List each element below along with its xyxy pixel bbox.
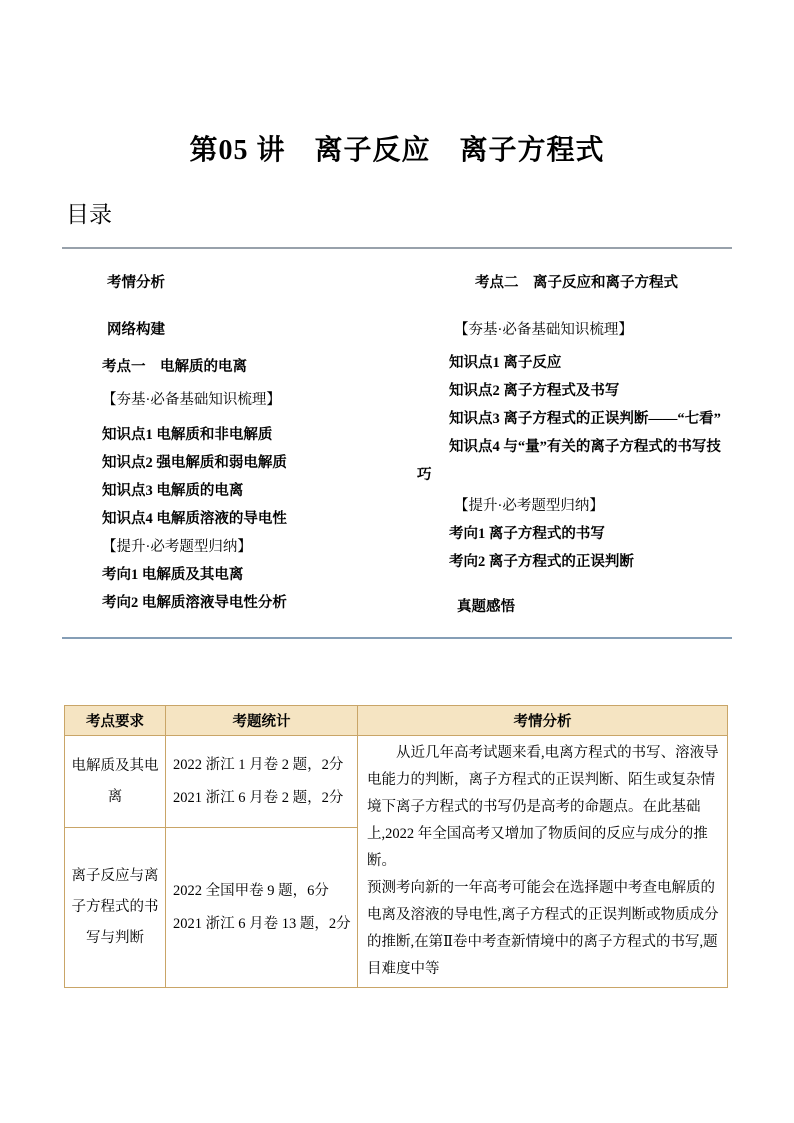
toc-item: 考向2 离子方程式的正误判断: [449, 554, 634, 570]
toc-item: 知识点3 离子方程式的正误判断——“七看”: [449, 411, 721, 427]
header-topic: 考点要求: [65, 706, 166, 736]
toc-item: 知识点1 电解质和非电解质: [102, 427, 273, 443]
toc-item: 知识点4 电解质溶液的导电性: [102, 511, 287, 527]
toc-item: 【提升·必考题型归纳】: [454, 498, 604, 514]
stat-line: 2022 全国甲卷 9 题，6分: [173, 882, 329, 899]
table-header-row: [65, 706, 728, 736]
stat-line: 2021 浙江 6 月卷 2 题，2分: [173, 789, 344, 806]
toc-heading: 目录: [66, 202, 112, 227]
toc-box: [62, 247, 732, 639]
toc-column-left: [62, 269, 417, 621]
topic-cell: 电解质及其电离: [65, 736, 166, 828]
topic-cell: 离子反应与离子方程式的书写与判断: [65, 828, 166, 988]
toc-item: 考向2 电解质溶液导电性分析: [102, 595, 287, 611]
toc-item-continuation: 巧: [417, 467, 432, 483]
analysis-paragraph-2: 预测考向新的一年高考可能会在选择题中考查电解质的电离及溶液的导电性,离子方程式的正误判断或物质成分的推断,在第Ⅱ卷中考查新情境中的离子方程式的书写,题目难度中等: [367, 880, 719, 977]
analysis-cell: [358, 736, 728, 988]
exam-analysis-table: [64, 705, 728, 988]
toc-column-right: [417, 269, 732, 621]
toc-item: 知识点1 离子反应: [449, 355, 562, 371]
analysis-paragraph-1: 从近几年高考试题来看,电离方程式的书写、溶液导电能力的判断，离子方程式的正误判断、陌生或复杂情境下离子方程式的书写仍是高考的命题点。在此基础上,2022 年全国高考又增加了物质间的反应与成分的推断。: [367, 745, 719, 869]
toc-item: 考向1 离子方程式的书写: [449, 526, 605, 542]
stat-line: 2022 浙江 1 月卷 2 题，2分: [173, 756, 344, 773]
toc-item: 【提升·必考题型归纳】: [102, 539, 252, 555]
toc-item: 【夯基·必备基础知识梳理】: [102, 392, 281, 408]
toc-item: 考情分析: [107, 275, 165, 291]
doc-title: 第05 讲 离子反应 离子方程式: [189, 135, 605, 166]
header-analysis: 考情分析: [358, 706, 728, 736]
toc-item: 【夯基·必备基础知识梳理】: [454, 322, 633, 338]
stat-line: 2021 浙江 6 月卷 13 题，2分: [173, 915, 351, 932]
stats-cell: [166, 828, 358, 988]
toc-item: 知识点4 与“量”有关的离子方程式的书写技: [449, 439, 721, 455]
toc-item: 知识点3 电解质的电离: [102, 483, 244, 499]
toc-item: 考向1 电解质及其电离: [102, 567, 244, 583]
toc-item: 知识点2 强电解质和弱电解质: [102, 455, 287, 471]
toc-item: 考点二 离子反应和离子方程式: [475, 275, 678, 291]
toc-item: 考点一 电解质的电离: [102, 359, 247, 375]
table-row: [65, 736, 728, 828]
toc-item: 真题感悟: [457, 599, 515, 615]
header-stats: 考题统计: [166, 706, 358, 736]
stats-cell: [166, 736, 358, 828]
toc-item: 网络构建: [107, 322, 165, 338]
toc-item: 知识点2 离子方程式及书写: [449, 383, 620, 399]
